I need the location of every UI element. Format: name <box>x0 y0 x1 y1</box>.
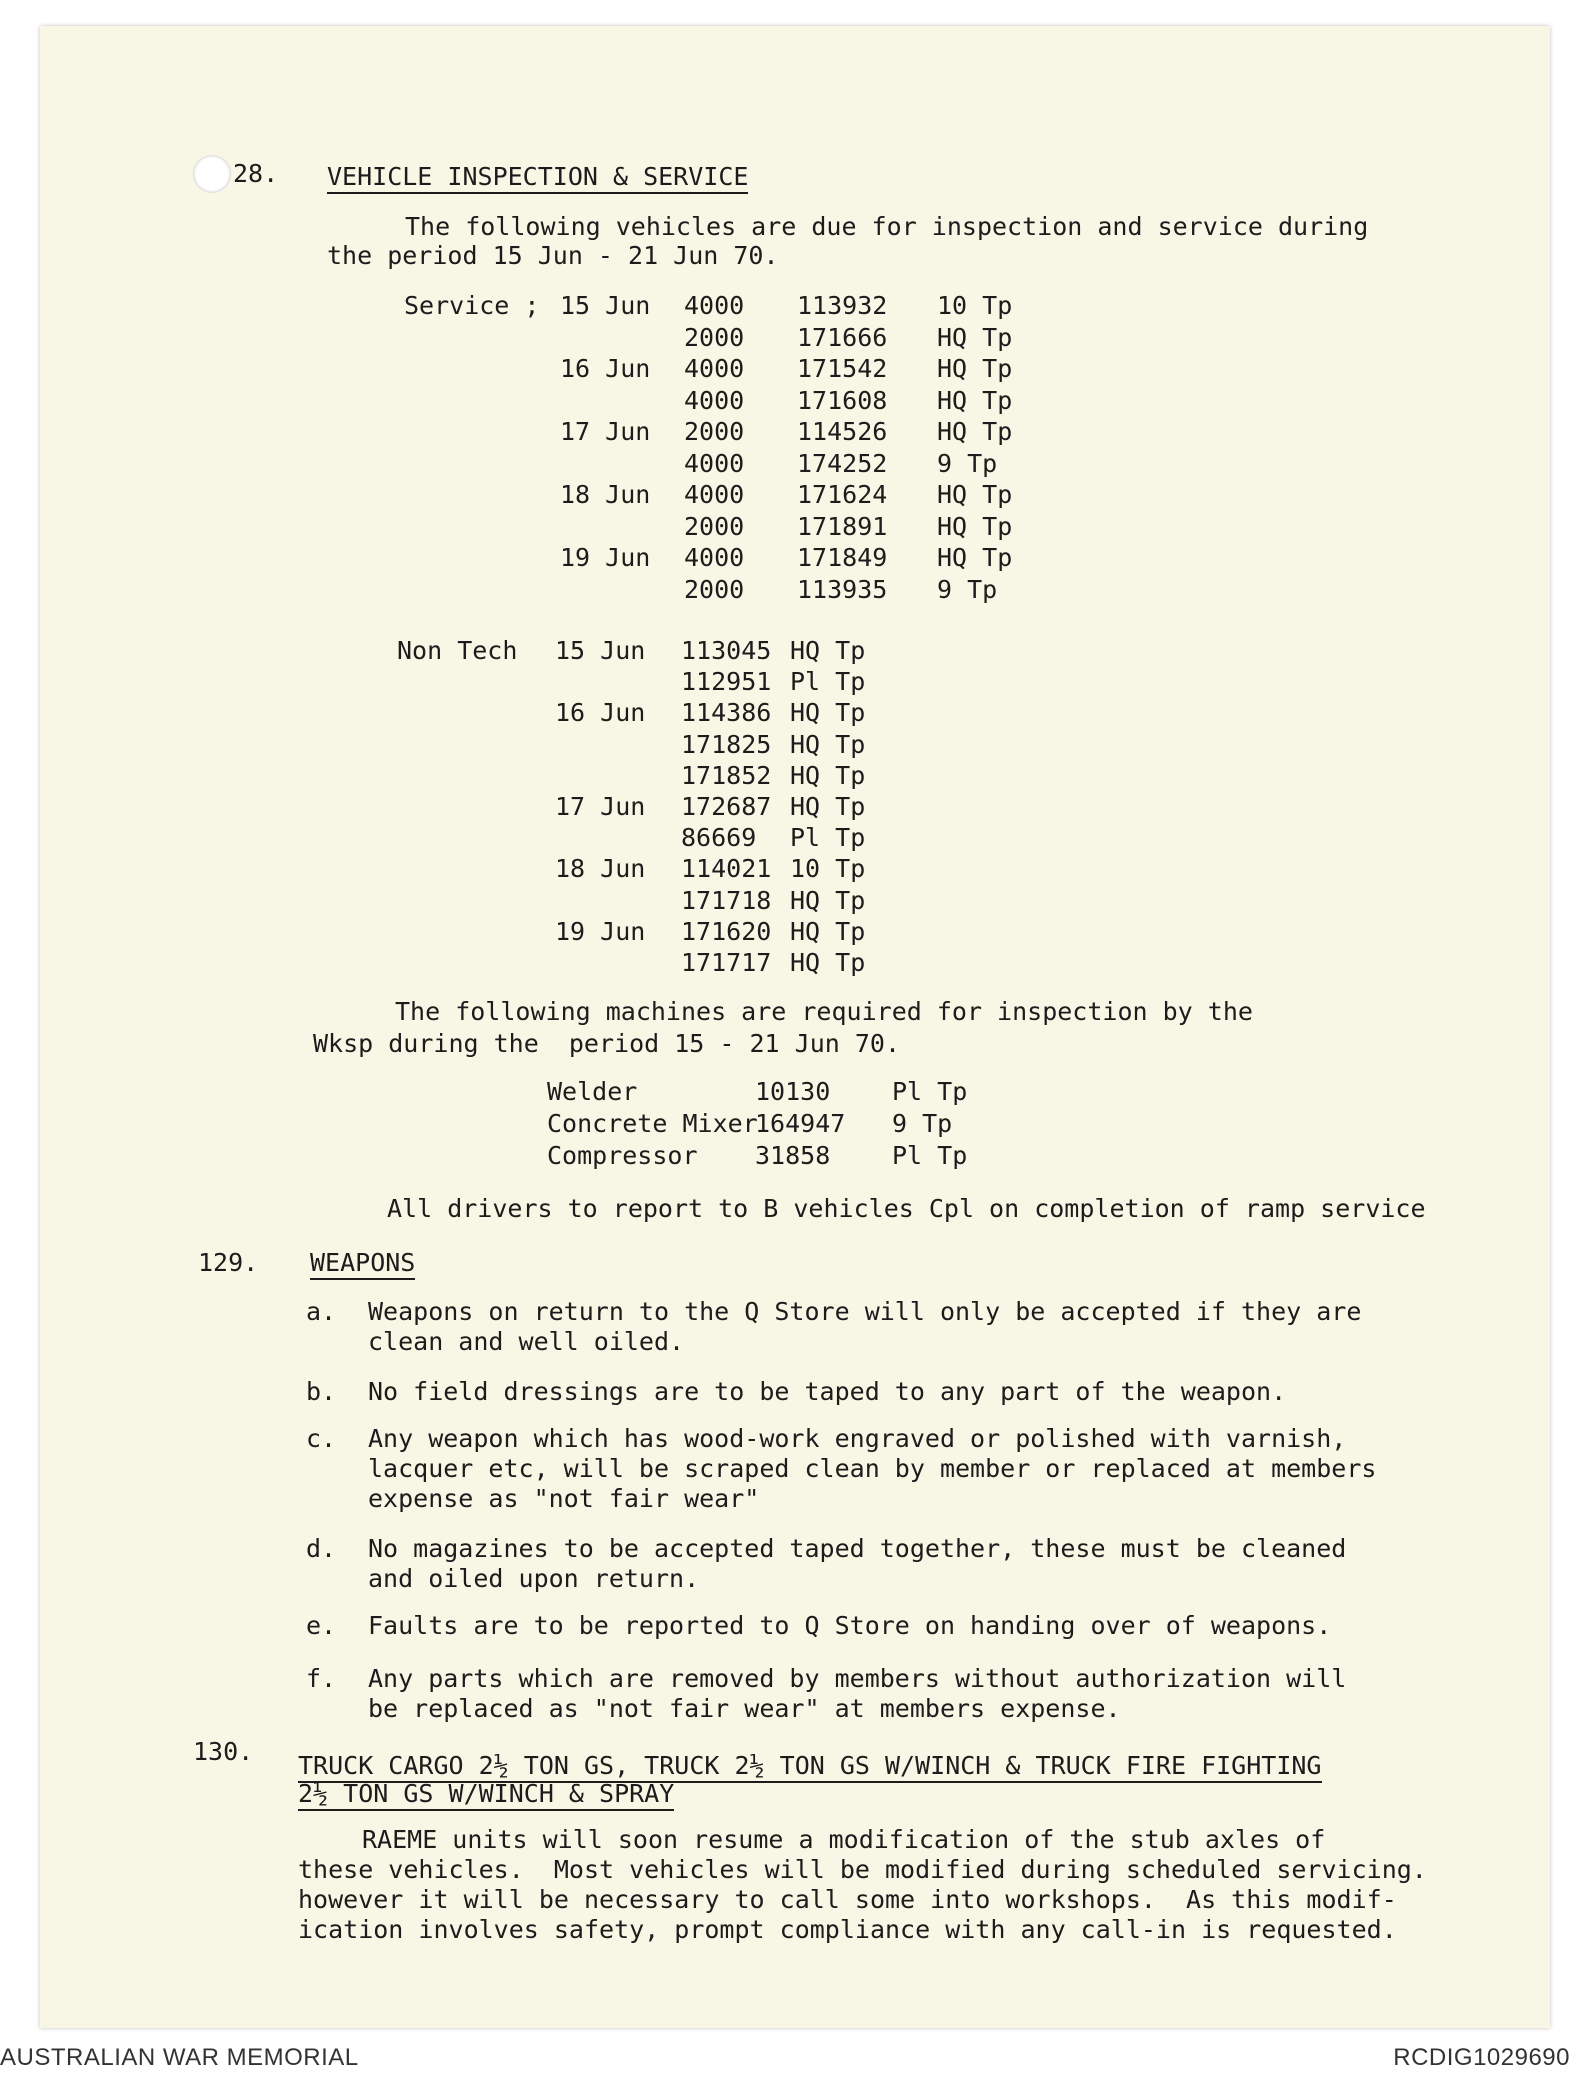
list-item-letter: c. <box>306 1424 337 1453</box>
service-vehicle-number: 113935 <box>797 574 888 604</box>
nontech-unit: HQ Tp <box>790 729 866 759</box>
section-number: 129. <box>198 1248 259 1277</box>
service-km: 2000 <box>684 417 745 446</box>
service-unit: 10 Tp <box>937 291 1013 320</box>
machine-name: Welder <box>547 1077 638 1106</box>
nontech-unit: HQ Tp <box>790 948 866 977</box>
service-km: 4000 <box>684 543 745 572</box>
nontech-vehicle-number: 171718 <box>681 885 772 915</box>
nontech-date: 17 Jun <box>555 792 646 821</box>
list-item-line: lacquer etc, will be scraped clean by member or replaced at members <box>368 1454 1377 1483</box>
machine-number: 10130 <box>755 1077 831 1106</box>
section-title: WEAPONS <box>310 1249 415 1280</box>
service-km: 4000 <box>684 354 745 383</box>
list-item-line: Any weapon which has wood-work engraved or polished with varnish, <box>368 1424 1347 1453</box>
list-item-line: No magazines to be accepted taped together, these must be cleaned <box>368 1534 1347 1563</box>
service-km: 2000 <box>684 322 745 352</box>
list-item-line: Weapons on return to the Q Store will only be accepted if they are <box>368 1297 1362 1326</box>
service-date: 15 Jun <box>560 291 651 320</box>
service-unit: 9 Tp <box>937 448 998 478</box>
intro-line: The following vehicles are due for inspection and service during <box>405 212 1369 241</box>
nontech-vehicle-number: 114386 <box>681 698 772 728</box>
service-unit: HQ Tp <box>937 543 1013 572</box>
nontech-vehicle-number: 172687 <box>681 792 772 821</box>
machine-number: 31858 <box>755 1141 831 1170</box>
body-line: these vehicles. Most vehicles will be modified during scheduled servicing. <box>298 1855 1427 1884</box>
service-date: 19 Jun <box>560 543 651 572</box>
machine-name: Compressor <box>547 1141 698 1170</box>
nontech-unit: HQ Tp <box>790 885 866 915</box>
service-vehicle-number: 171849 <box>797 543 888 572</box>
service-vehicle-number: 171624 <box>797 480 888 509</box>
service-unit: HQ Tp <box>937 322 1013 352</box>
nontech-vehicle-number: 86669 <box>681 823 757 853</box>
list-item-line: clean and well oiled. <box>368 1327 685 1356</box>
machine-unit: 9 Tp <box>892 1109 953 1138</box>
machine-number: 164947 <box>755 1109 846 1138</box>
nontech-vehicle-number: 113045 <box>681 636 772 665</box>
nontech-unit: HQ Tp <box>790 760 866 790</box>
service-km: 4000 <box>684 291 745 320</box>
service-vehicle-number: 171542 <box>797 354 888 383</box>
footer-record-id: RCDIG1029690 <box>1393 2044 1570 2071</box>
document-page <box>40 26 1550 2028</box>
machine-unit: Pl Tp <box>892 1077 968 1106</box>
service-date: 16 Jun <box>560 354 651 383</box>
nontech-date: 16 Jun <box>555 698 646 728</box>
drivers-note: All drivers to report to B vehicles Cpl on completion of ramp service <box>387 1194 1426 1223</box>
service-unit: HQ Tp <box>937 511 1013 541</box>
nontech-unit: HQ Tp <box>790 792 866 821</box>
section-title: 2½ TON GS W/WINCH & SPRAY <box>298 1780 674 1811</box>
nontech-unit: HQ Tp <box>790 916 866 946</box>
service-unit: HQ Tp <box>937 417 1013 446</box>
nontech-unit: HQ Tp <box>790 636 866 665</box>
service-unit: HQ Tp <box>937 480 1013 509</box>
body-line: ication involves safety, prompt compliance with any call-in is requested. <box>298 1915 1397 1944</box>
service-km: 4000 <box>684 448 745 478</box>
service-unit: 9 Tp <box>937 574 998 604</box>
service-date: 17 Jun <box>560 417 651 446</box>
list-item-line: No field dressings are to be taped to any part of the weapon. <box>368 1377 1287 1406</box>
service-unit: HQ Tp <box>937 385 1013 415</box>
service-date: 18 Jun <box>560 480 651 509</box>
machine-name: Concrete Mixer <box>547 1109 758 1138</box>
list-item-letter: d. <box>306 1534 337 1563</box>
nontech-vehicle-number: 171620 <box>681 916 772 946</box>
list-item-line: and oiled upon return. <box>368 1564 700 1593</box>
list-item-letter: e. <box>306 1611 337 1640</box>
nontech-unit: Pl Tp <box>790 667 866 697</box>
list-item-line: expense as "not fair wear" <box>368 1484 760 1513</box>
intro-line: the period 15 Jun - 21 Jun 70. <box>327 241 779 270</box>
nontech-vehicle-number: 171825 <box>681 729 772 759</box>
punch-hole <box>193 155 231 193</box>
list-item-line: Any parts which are removed by members without authorization will <box>368 1664 1347 1693</box>
list-item-letter: b. <box>306 1377 337 1406</box>
machines-intro-line: The following machines are required for inspection by the <box>395 997 1253 1026</box>
section-title: VEHICLE INSPECTION & SERVICE <box>327 163 748 194</box>
nontech-unit: 10 Tp <box>790 854 866 884</box>
nontech-vehicle-number: 171717 <box>681 948 772 977</box>
service-km: 2000 <box>684 574 745 604</box>
service-vehicle-number: 171666 <box>797 322 888 352</box>
section-title: TRUCK CARGO 2½ TON GS, TRUCK 2½ TON GS W/WINCH & TRUCK FIRE FIGHTING <box>298 1752 1322 1783</box>
list-item-line: be replaced as "not fair wear" at members expense. <box>368 1694 1121 1723</box>
service-vehicle-number: 171891 <box>797 511 888 541</box>
service-km: 2000 <box>684 511 745 541</box>
service-label: Service ; <box>404 291 540 320</box>
nontech-vehicle-number: 112951 <box>681 667 772 697</box>
nontech-unit: HQ Tp <box>790 698 866 728</box>
service-vehicle-number: 171608 <box>797 385 888 415</box>
list-item-letter: f. <box>306 1664 337 1693</box>
service-unit: HQ Tp <box>937 354 1013 383</box>
nontech-date: 18 Jun <box>555 854 646 884</box>
nontech-label: Non Tech <box>397 636 518 665</box>
service-km: 4000 <box>684 480 745 509</box>
list-item-letter: a. <box>306 1297 337 1326</box>
service-km: 4000 <box>684 385 745 415</box>
list-item-line: Faults are to be reported to Q Store on handing over of weapons. <box>368 1611 1332 1640</box>
section-number: 130. <box>193 1737 254 1766</box>
service-vehicle-number: 113932 <box>797 291 888 320</box>
machine-unit: Pl Tp <box>892 1141 968 1170</box>
body-line: RAEME units will soon resume a modification of the stub axles of <box>362 1825 1326 1854</box>
service-vehicle-number: 174252 <box>797 448 888 478</box>
service-vehicle-number: 114526 <box>797 417 888 446</box>
machines-intro-line: Wksp during the period 15 - 21 Jun 70. <box>313 1029 900 1058</box>
footer-archive-name: AUSTRALIAN WAR MEMORIAL <box>0 2044 359 2071</box>
nontech-date: 15 Jun <box>555 636 646 665</box>
nontech-vehicle-number: 171852 <box>681 760 772 790</box>
nontech-date: 19 Jun <box>555 916 646 946</box>
nontech-vehicle-number: 114021 <box>681 854 772 884</box>
body-line: however it will be necessary to call some into workshops. As this modif- <box>298 1885 1397 1914</box>
section-number: 28. <box>233 159 279 188</box>
nontech-unit: Pl Tp <box>790 823 866 853</box>
